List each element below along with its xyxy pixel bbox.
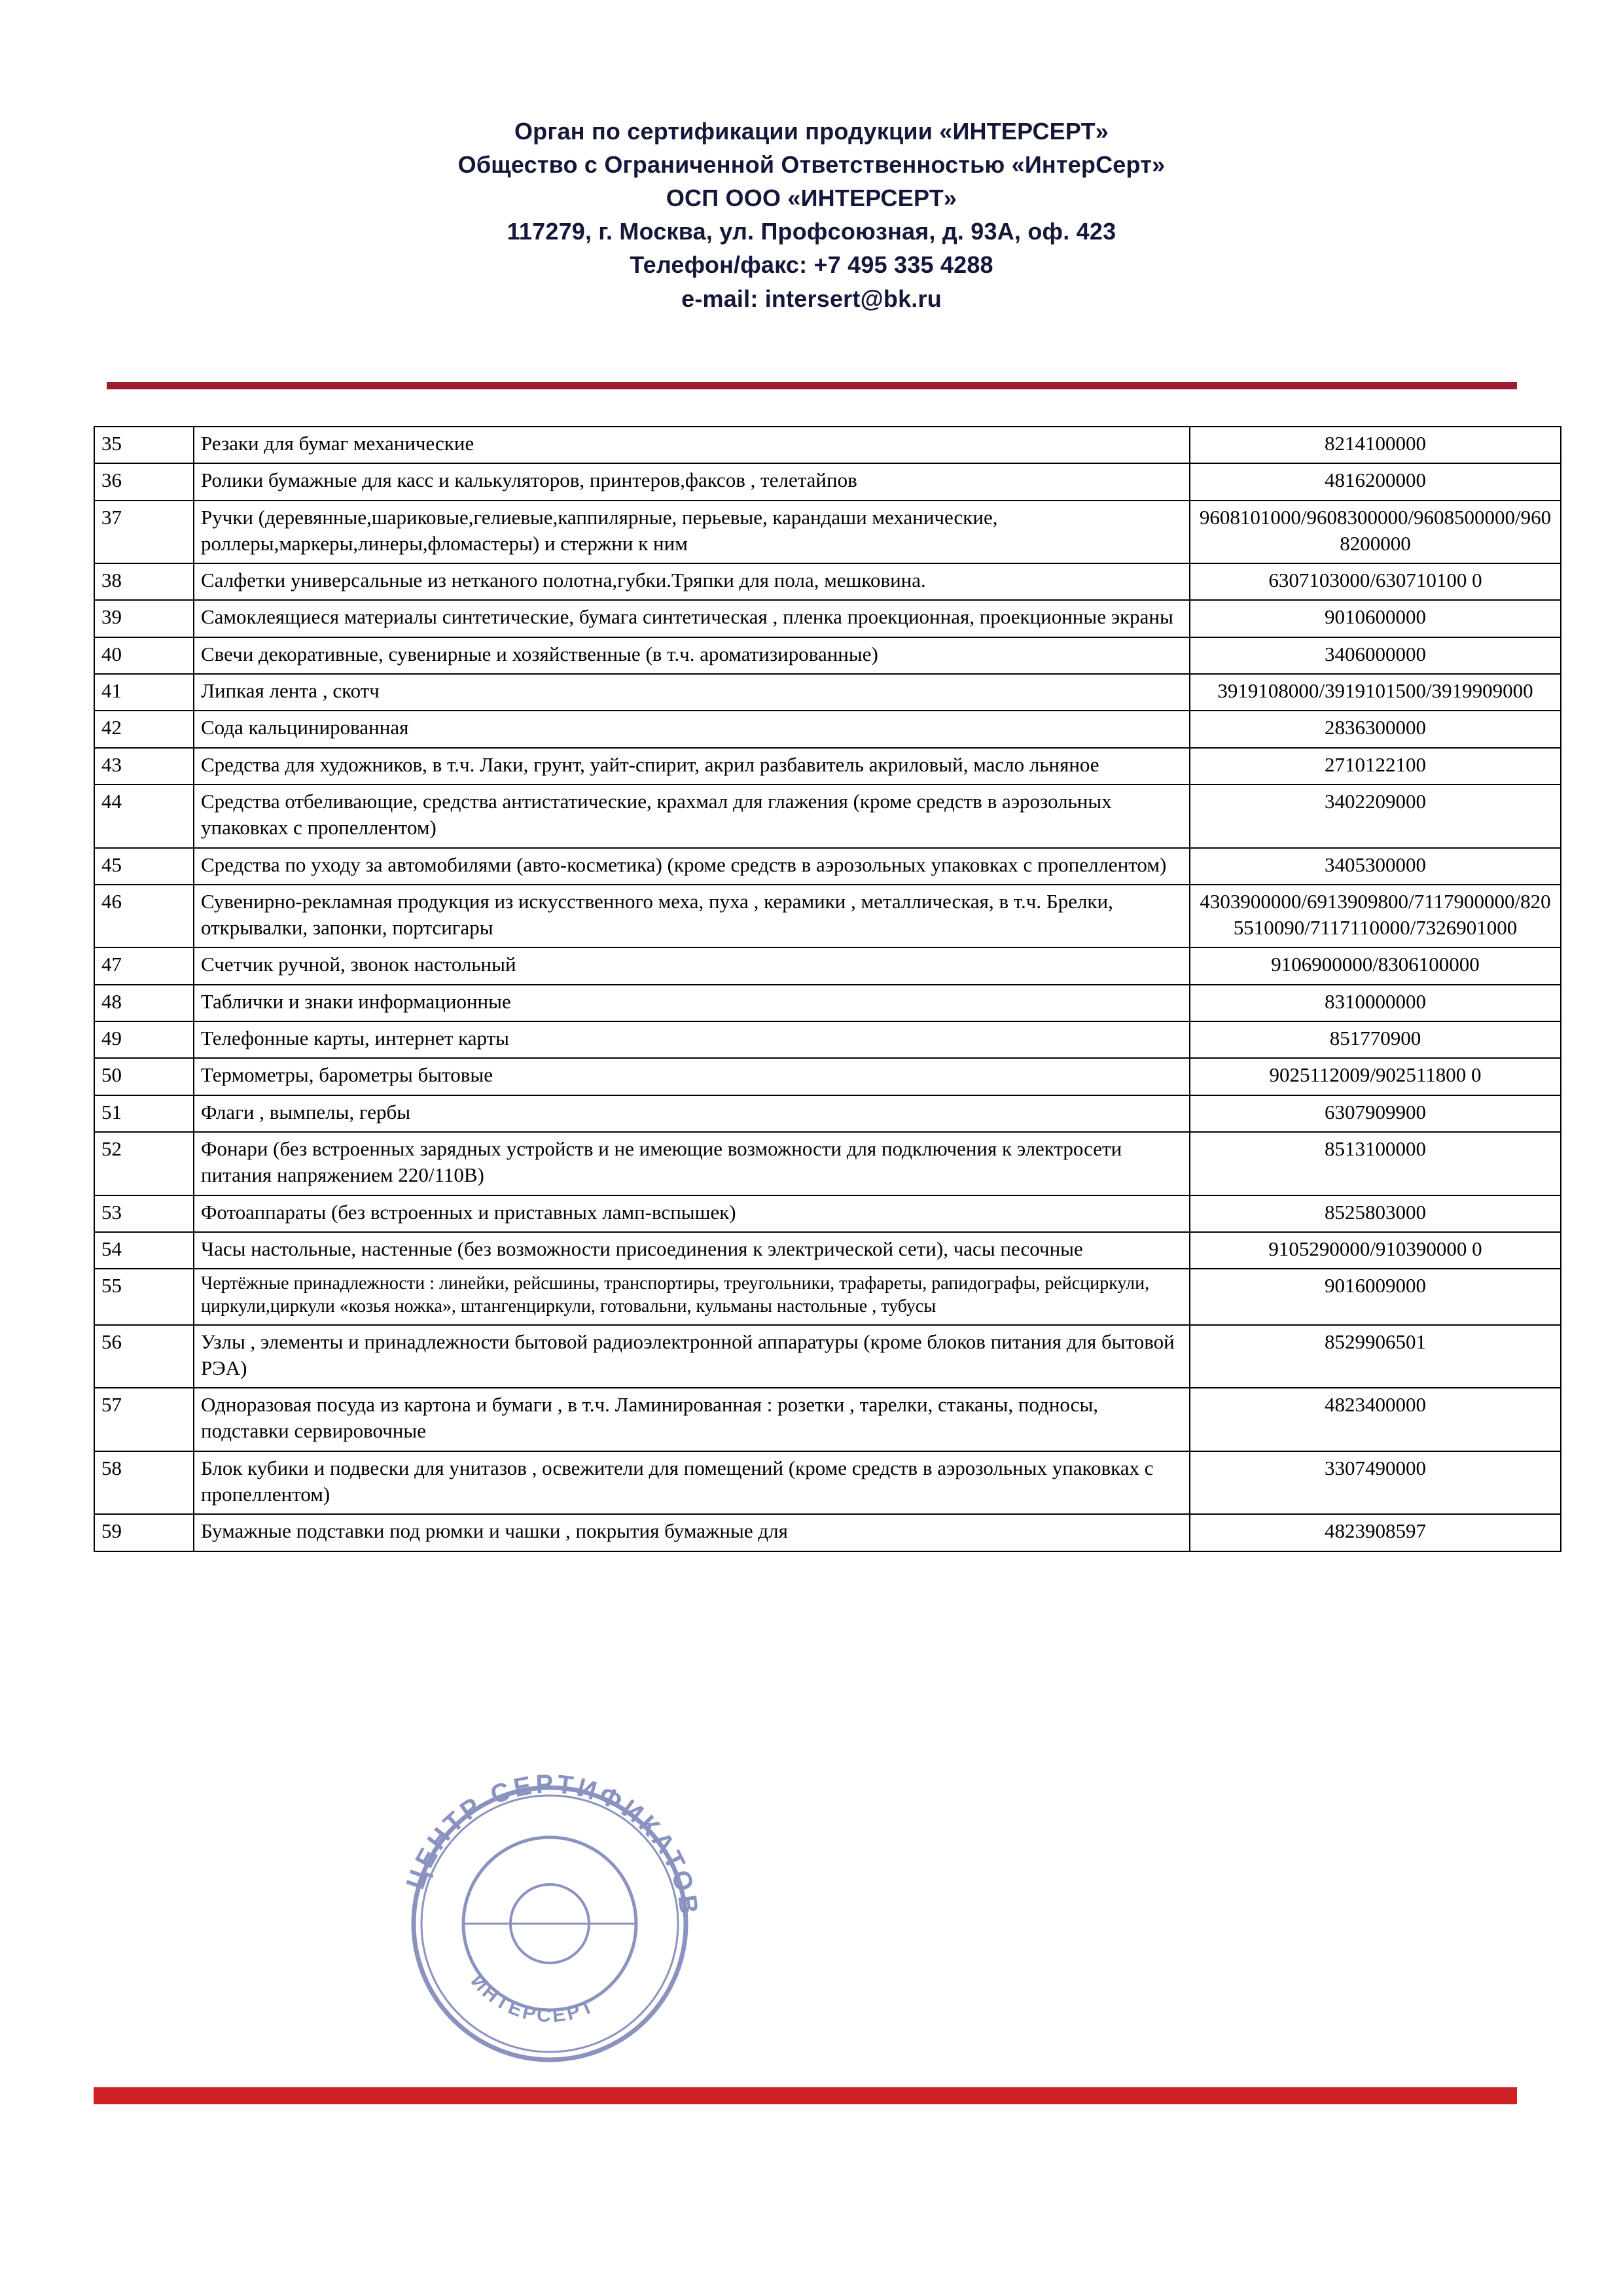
row-product-name: Счетчик ручной, звонок настольный: [194, 947, 1190, 984]
svg-text:ИНТЕРСЕРТ: ИНТЕРСЕРТ: [466, 1970, 599, 2027]
table-row: [94, 1451, 1561, 1515]
table-row: [94, 848, 1561, 885]
row-tnved-code: 3405300000: [1190, 848, 1561, 885]
row-number: 47: [94, 947, 194, 984]
row-product-name: Часы настольные, настенные (без возможности присоединения к электрической сети), часы песочные: [194, 1232, 1190, 1269]
row-tnved-code: 9016009000: [1190, 1269, 1561, 1324]
row-product-name: Резаки для бумаг механические: [194, 427, 1190, 463]
row-product-name: Средства для художников, в т.ч. Лаки, грунт, уайт-спирит, акрил разбавитель акриловый, масло льняное: [194, 748, 1190, 785]
row-number: 39: [94, 600, 194, 637]
table-row: [94, 674, 1561, 711]
table-row: [94, 600, 1561, 637]
row-product-name: Блок кубики и подвески для унитазов , освежители для помещений (кроме средств в аэрозольных упаковках с пропеллентом): [194, 1451, 1190, 1515]
row-tnved-code: 8310000000: [1190, 985, 1561, 1021]
row-number: 58: [94, 1451, 194, 1515]
row-tnved-code: 4823908597: [1190, 1514, 1561, 1551]
row-number: 55: [94, 1269, 194, 1324]
table-row: [94, 1058, 1561, 1095]
product-table: [94, 426, 1561, 1552]
row-tnved-code: 6307103000/630710100 0: [1190, 563, 1561, 600]
table-row: [94, 785, 1561, 848]
row-tnved-code: 3307490000: [1190, 1451, 1561, 1515]
row-tnved-code: 3919108000/3919101500/3919909000: [1190, 674, 1561, 711]
table-row: [94, 1388, 1561, 1451]
row-tnved-code: 851770900: [1190, 1021, 1561, 1058]
table-row: [94, 1325, 1561, 1388]
table-row: [94, 985, 1561, 1021]
row-number: 35: [94, 427, 194, 463]
row-tnved-code: 9010600000: [1190, 600, 1561, 637]
row-product-name: Сода кальцинированная: [194, 711, 1190, 747]
table-row: [94, 427, 1561, 463]
table-row: [94, 711, 1561, 747]
row-number: 37: [94, 501, 194, 564]
row-product-name: Бумажные подставки под рюмки и чашки , покрытия бумажные для: [194, 1514, 1190, 1551]
table-row: [94, 885, 1561, 948]
row-number: 57: [94, 1388, 194, 1451]
row-number: 53: [94, 1195, 194, 1232]
row-number: 41: [94, 674, 194, 711]
table-row: [94, 1514, 1561, 1551]
table-row: [94, 637, 1561, 674]
row-product-name: Одноразовая посуда из картона и бумаги , в т.ч. Ламинированная : розетки , тарелки, стаканы, подносы, подставки сервировочные: [194, 1388, 1190, 1451]
table-row: [94, 947, 1561, 984]
row-tnved-code: 8525803000: [1190, 1195, 1561, 1232]
row-product-name: Таблички и знаки информационные: [194, 985, 1190, 1021]
table-row: [94, 463, 1561, 500]
row-number: 36: [94, 463, 194, 500]
table-row: [94, 748, 1561, 785]
table-row: [94, 1095, 1561, 1132]
row-product-name: Ролики бумажные для касс и калькуляторов, принтеров,факсов , телетайпов: [194, 463, 1190, 500]
row-number: 46: [94, 885, 194, 948]
row-product-name: Липкая лента , скотч: [194, 674, 1190, 711]
row-product-name: Термометры, барометры бытовые: [194, 1058, 1190, 1095]
row-tnved-code: 8529906501: [1190, 1325, 1561, 1388]
row-number: 51: [94, 1095, 194, 1132]
table-row: [94, 1021, 1561, 1058]
row-tnved-code: 9105290000/910390000 0: [1190, 1232, 1561, 1269]
row-number: 43: [94, 748, 194, 785]
table-row: [94, 1195, 1561, 1232]
table-row: [94, 1132, 1561, 1195]
row-tnved-code: 3402209000: [1190, 785, 1561, 848]
row-product-name: Ручки (деревянные,шариковые,гелиевые,каппилярные, перьевые, карандаши механические, роллеры,маркеры,линеры,фломастеры) и стержни к ним: [194, 501, 1190, 564]
row-product-name: Флаги , вымпелы, гербы: [194, 1095, 1190, 1132]
row-product-name: Самоклеящиеся материалы синтетические, бумага синтетическая , пленка проекционная, проекционные экраны: [194, 600, 1190, 637]
row-number: 50: [94, 1058, 194, 1095]
row-product-name: Чертёжные принадлежности : линейки, рейсшины, транспортиры, треугольники, трафареты, рапидографы, рейсциркули, циркули,циркули «козья ножка», штангенциркули, готовальни, кульманы настольные , тубусы: [194, 1269, 1190, 1324]
table-row: [94, 1269, 1561, 1324]
row-tnved-code: 8214100000: [1190, 427, 1561, 463]
row-tnved-code: 4303900000/6913909800/7117900000/8205510090/7117110000/7326901000: [1190, 885, 1561, 948]
letterhead-line-2: Общество с Ограниченной Ответственностью «ИнтерСерт»: [457, 151, 1166, 179]
row-product-name: Средства отбеливающие, средства антистатические, крахмал для глажения (кроме средств в аэрозольных упаковках с пропеллентом): [194, 785, 1190, 848]
svg-text:ЦЕНТР СЕРТИФИКАТОВ: ЦЕНТР СЕРТИФИКАТОВ: [401, 1769, 704, 1919]
row-number: 48: [94, 985, 194, 1021]
row-number: 59: [94, 1514, 194, 1551]
letterhead: [0, 0, 1623, 315]
row-product-name: Салфетки универсальные из нетканого полотна,губки.Тряпки для пола, мешковина.: [194, 563, 1190, 600]
letterhead-address: 117279, г. Москва, ул. Профсоюзная, д. 93А, оф. 423: [507, 218, 1116, 245]
letterhead-phone: Телефон/факс: +7 495 335 4288: [630, 251, 993, 279]
row-number: 38: [94, 563, 194, 600]
row-number: 45: [94, 848, 194, 885]
table-row: [94, 501, 1561, 564]
product-table-wrapper: [94, 426, 1552, 1552]
row-number: 40: [94, 637, 194, 674]
row-tnved-code: 6307909900: [1190, 1095, 1561, 1132]
header-divider-rule: [107, 382, 1517, 389]
row-product-name: Узлы , элементы и принадлежности бытовой радиоэлектронной аппаратуры (кроме блоков питания для бытовой РЭА): [194, 1325, 1190, 1388]
row-product-name: Фонари (без встроенных зарядных устройств и не имеющие возможности для подключения к электросети питания напряжением 220/110В): [194, 1132, 1190, 1195]
row-product-name: Свечи декоративные, сувенирные и хозяйственные (в т.ч. ароматизированные): [194, 637, 1190, 674]
product-table-body: [94, 427, 1561, 1551]
row-tnved-code: 9106900000/8306100000: [1190, 947, 1561, 984]
row-tnved-code: 9025112009/902511800 0: [1190, 1058, 1561, 1095]
row-tnved-code: 4816200000: [1190, 463, 1561, 500]
row-tnved-code: 4823400000: [1190, 1388, 1561, 1451]
table-row: [94, 1232, 1561, 1269]
row-tnved-code: 2836300000: [1190, 711, 1561, 747]
row-number: 54: [94, 1232, 194, 1269]
row-tnved-code: 9608101000/9608300000/9608500000/9608200000: [1190, 501, 1561, 564]
row-product-name: Фотоаппараты (без встроенных и приставных ламп-вспышек): [194, 1195, 1190, 1232]
company-stamp: [366, 1740, 733, 2107]
row-number: 42: [94, 711, 194, 747]
row-product-name: Средства по уходу за автомобилями (авто-косметика) (кроме средств в аэрозольных упаковках с пропеллентом): [194, 848, 1190, 885]
row-tnved-code: 2710122100: [1190, 748, 1561, 785]
row-product-name: Телефонные карты, интернет карты: [194, 1021, 1190, 1058]
row-number: 52: [94, 1132, 194, 1195]
table-row: [94, 563, 1561, 600]
letterhead-line-1: Орган по сертификации продукции «ИНТЕРСЕРТ»: [514, 118, 1109, 145]
footer-divider-rule: [94, 2087, 1517, 2104]
row-number: 56: [94, 1325, 194, 1388]
row-product-name: Сувенирно-рекламная продукция из искусственного меха, пуха , керамики , металлическая, в т.ч. Брелки, открывалки, запонки, портсигары: [194, 885, 1190, 948]
row-number: 44: [94, 785, 194, 848]
letterhead-email: e-mail: intersert@bk.ru: [681, 285, 942, 312]
row-tnved-code: 8513100000: [1190, 1132, 1561, 1195]
row-number: 49: [94, 1021, 194, 1058]
letterhead-line-3: ОСП ООО «ИНТЕРСЕРТ»: [666, 185, 957, 212]
row-tnved-code: 3406000000: [1190, 637, 1561, 674]
